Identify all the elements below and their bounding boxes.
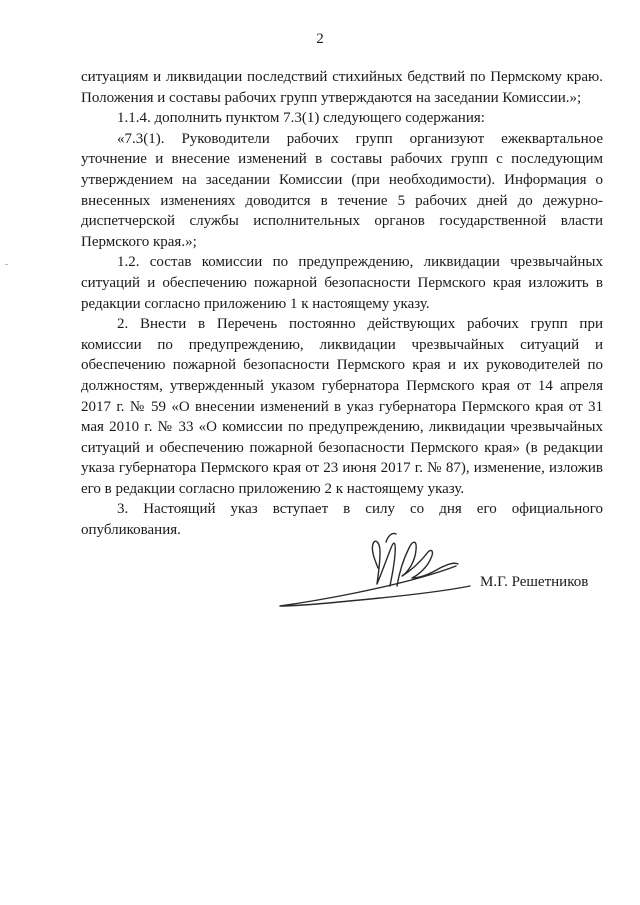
paragraph-1-2: 1.2. состав комиссии по предупреждению, ликвидации чрезвычайных ситуаций и обеспечению пожарной безопасности Пермского края изложить в редакции согласно приложению 1 к настоящему указу. bbox=[81, 254, 603, 312]
paragraph-continuation: ситуациям и ликвидации последствий стихийных бедствий по Пермскому краю. Положения и составы рабочих групп утверждаются на заседании Комиссии.»; bbox=[81, 69, 603, 106]
document-body bbox=[81, 67, 603, 541]
paragraph-2: 2. Внести в Перечень постоянно действующих рабочих групп при комиссии по предупреждению, ликвидации чрезвычайных ситуаций и обеспечению пожарной безопасности Пермского края и их руководителей по должностям, утвержденный указом губернатора Пермского края от 14 апреля 2017 г. № 59 «О внесении изменений в указ губернатора Пермского края от 31 мая 2010 г. № 33 «О комиссии по предупреждению, ликвидации чрезвычайных ситуаций и обеспечению пожарной безопасности Пермского края» (в редакции указа губернатора Пермского края от 23 июня 2017 г. № 87), изменение, изложив его в редакции согласно приложению 2 к настоящему указу. bbox=[81, 316, 603, 497]
page-number: 2 bbox=[316, 31, 324, 47]
paragraph-7-3-1: «7.3(1). Руководители рабочих групп организуют ежеквартальное уточнение и внесение изменений в составы рабочих групп с последующим утверждением на заседании Комиссии (при необходимости). Информация о внесенных изменениях доводится в течение 5 рабочих дней до дежурно-диспетчерской службы исполнительных органов государственной власти Пермского края.»; bbox=[81, 130, 603, 250]
handwritten-signature bbox=[270, 528, 490, 628]
scan-edge-mark bbox=[5, 264, 8, 265]
signer-name: М.Г. Решетников bbox=[480, 574, 589, 590]
paragraph-3: 3. Настоящий указ вступает в силу со дня его официального опубликования. bbox=[81, 501, 603, 539]
paragraph-1-1-4: 1.1.4. дополнить пунктом 7.3(1) следующего содержания: bbox=[117, 110, 485, 127]
signature-block bbox=[270, 528, 610, 628]
